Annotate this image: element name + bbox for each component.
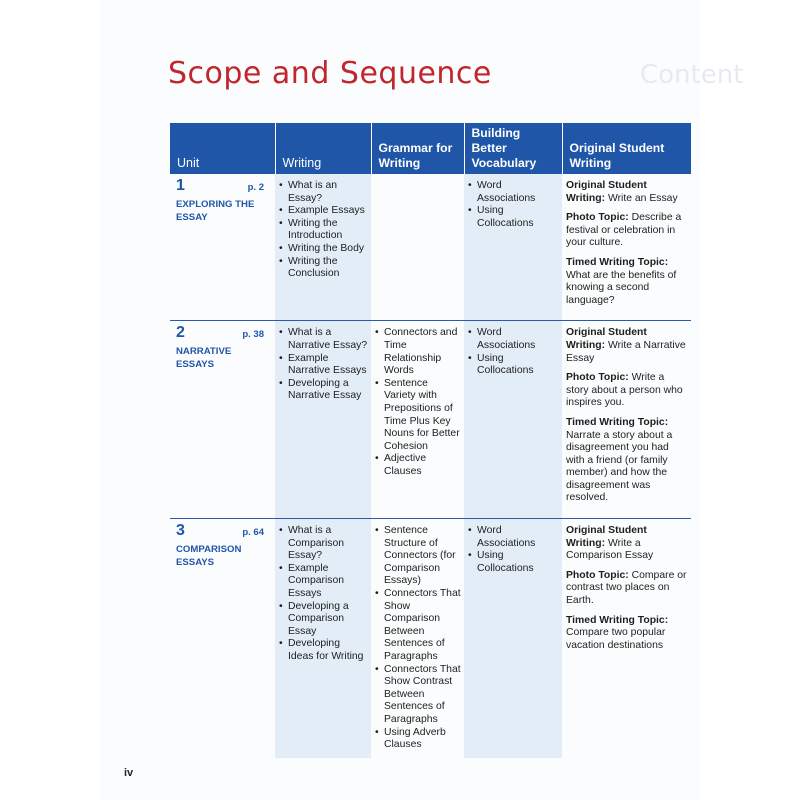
vocabulary-cell xyxy=(464,519,562,758)
list-item: • Adjective Clauses xyxy=(375,453,461,478)
writing-task-label: Timed Writing Topic: xyxy=(566,256,669,268)
list-item: • Using Collocations xyxy=(468,353,559,378)
list-item: • Word Associations xyxy=(468,180,559,205)
writing-task xyxy=(566,372,688,410)
list-item: • Writing the Conclusion xyxy=(279,256,368,281)
list-item: • Developing Ideas for Writing xyxy=(279,638,368,663)
list-item: • Writing the Body xyxy=(279,243,368,256)
writing-task-text: Write a Comparison Essay xyxy=(566,537,654,562)
list-item: • Writing the Introduction xyxy=(279,218,368,243)
writing-task-label: Original Student Writing: xyxy=(566,327,647,351)
unit-number: 3 xyxy=(176,522,185,540)
list-item: • Using Collocations xyxy=(468,550,559,575)
writing-cell xyxy=(275,321,371,519)
list-item: • Example Narrative Essays xyxy=(279,353,368,378)
grammar-cell-list xyxy=(375,327,461,478)
list-item: • Developing a Narrative Essay xyxy=(279,378,368,403)
writing-task xyxy=(566,327,688,365)
grammar-cell xyxy=(371,174,464,321)
writing-cell-list xyxy=(279,327,368,403)
list-item: • What is a Comparison Essay? xyxy=(279,525,368,563)
header-unit: Unit xyxy=(170,123,275,174)
list-item: • Example Essays xyxy=(279,205,368,218)
vocabulary-cell-list xyxy=(468,180,559,230)
original-writing-cell xyxy=(562,321,691,519)
list-item: • Connectors That Show Contrast Between Sentences of Paragraphs xyxy=(375,664,461,727)
header-original-writing: Original Student Writing xyxy=(562,123,691,174)
unit-title: COMPARISON ESSAYS xyxy=(176,543,242,568)
writing-task-text: Compare or contrast two places on Earth. xyxy=(566,569,687,607)
list-item: • Connectors That Show Comparison Between Sentences of Paragraphs xyxy=(375,588,461,664)
grammar-cell xyxy=(371,321,464,519)
writing-task-text: Compare two popular vacation destinations xyxy=(566,627,666,651)
writing-task-text: Write an Essay xyxy=(607,192,678,204)
unit-number: 1 xyxy=(176,177,185,194)
grammar-cell-list xyxy=(375,525,461,752)
list-item: • Developing a Comparison Essay xyxy=(279,601,368,639)
writing-task xyxy=(566,570,688,608)
unit-heading xyxy=(176,522,264,540)
page-title: Scope and Sequence xyxy=(168,56,492,91)
unit-number: 2 xyxy=(176,324,185,342)
list-item: • Sentence Structure of Connectors (for Comparison Essays) xyxy=(375,525,461,588)
scope-table-wrap xyxy=(170,123,691,758)
writing-cell xyxy=(275,174,371,321)
unit-cell xyxy=(170,519,275,758)
grammar-cell xyxy=(371,519,464,758)
writing-cell xyxy=(275,519,371,758)
table-row xyxy=(170,519,691,758)
writing-task xyxy=(566,615,688,653)
table-header-row xyxy=(170,123,691,174)
unit-cell xyxy=(170,321,275,519)
header-grammar: Grammar for Writing xyxy=(371,123,464,174)
writing-task-label: Timed Writing Topic: xyxy=(566,614,669,626)
vocabulary-cell-list xyxy=(468,525,559,575)
list-item: • Connectors and Time Relationship Words xyxy=(375,327,461,377)
page-number: iv xyxy=(124,767,134,779)
list-item: • Example Comparison Essays xyxy=(279,563,368,601)
list-item: • What is an Essay? xyxy=(279,180,368,205)
writing-task xyxy=(566,525,688,563)
writing-task-label: Photo Topic: xyxy=(566,569,629,581)
list-item: • Using Adverb Clauses xyxy=(375,727,461,752)
writing-task-text: Write a Narrative Essay xyxy=(566,339,686,364)
header-vocabulary: Building Better Vocabulary xyxy=(464,123,562,174)
unit-cell xyxy=(170,174,275,321)
writing-task-label: Original Student Writing: xyxy=(566,525,647,549)
writing-task xyxy=(566,417,688,505)
writing-task-text: What are the benefits of knowing a second language? xyxy=(566,269,677,306)
unit-page-ref[interactable]: p. 64 xyxy=(242,527,264,539)
list-item: • Word Associations xyxy=(468,327,559,352)
unit-heading xyxy=(176,324,264,342)
writing-task-text: Write a story about a person who inspires you. xyxy=(566,372,683,409)
writing-task-label: Timed Writing Topic: xyxy=(566,416,669,428)
table-row xyxy=(170,321,691,519)
original-writing-cell xyxy=(562,174,691,321)
scope-and-sequence-table xyxy=(170,123,691,758)
writing-task-label: Photo Topic: xyxy=(566,372,629,384)
original-writing-cell xyxy=(562,519,691,758)
unit-page-ref[interactable]: p. 2 xyxy=(247,182,264,193)
list-item: • Word Associations xyxy=(468,525,559,550)
header-writing: Writing xyxy=(275,123,371,174)
writing-task-label: Original Student Writing: xyxy=(566,180,647,204)
table-body xyxy=(170,174,691,758)
writing-task xyxy=(566,212,688,250)
vocabulary-cell-list xyxy=(468,327,559,377)
writing-task xyxy=(566,180,688,205)
bleed-through-text: Content xyxy=(640,60,744,90)
vocabulary-cell xyxy=(464,174,562,321)
writing-task-text: Describe a festival or celebration in your culture. xyxy=(566,212,682,249)
unit-title: NARRATIVE ESSAYS xyxy=(176,345,232,370)
list-item: • Using Collocations xyxy=(468,205,559,230)
table-row xyxy=(170,174,691,321)
unit-title: EXPLORING THE ESSAY xyxy=(176,198,255,223)
unit-heading xyxy=(176,177,264,195)
writing-cell-list xyxy=(279,525,368,664)
vocabulary-cell xyxy=(464,321,562,519)
writing-cell-list xyxy=(279,180,368,281)
writing-task-label: Photo Topic: xyxy=(566,212,629,224)
writing-task xyxy=(566,257,688,307)
unit-page-ref[interactable]: p. 38 xyxy=(242,329,264,341)
list-item: • What is a Narrative Essay? xyxy=(279,327,368,352)
writing-task-text: Narrate a story about a disagreement you had with a friend (or family member) and how the disagreement was resolved. xyxy=(566,429,673,504)
list-item: • Sentence Variety with Prepositions of Time Plus Key Nouns for Better Cohesion xyxy=(375,378,461,454)
